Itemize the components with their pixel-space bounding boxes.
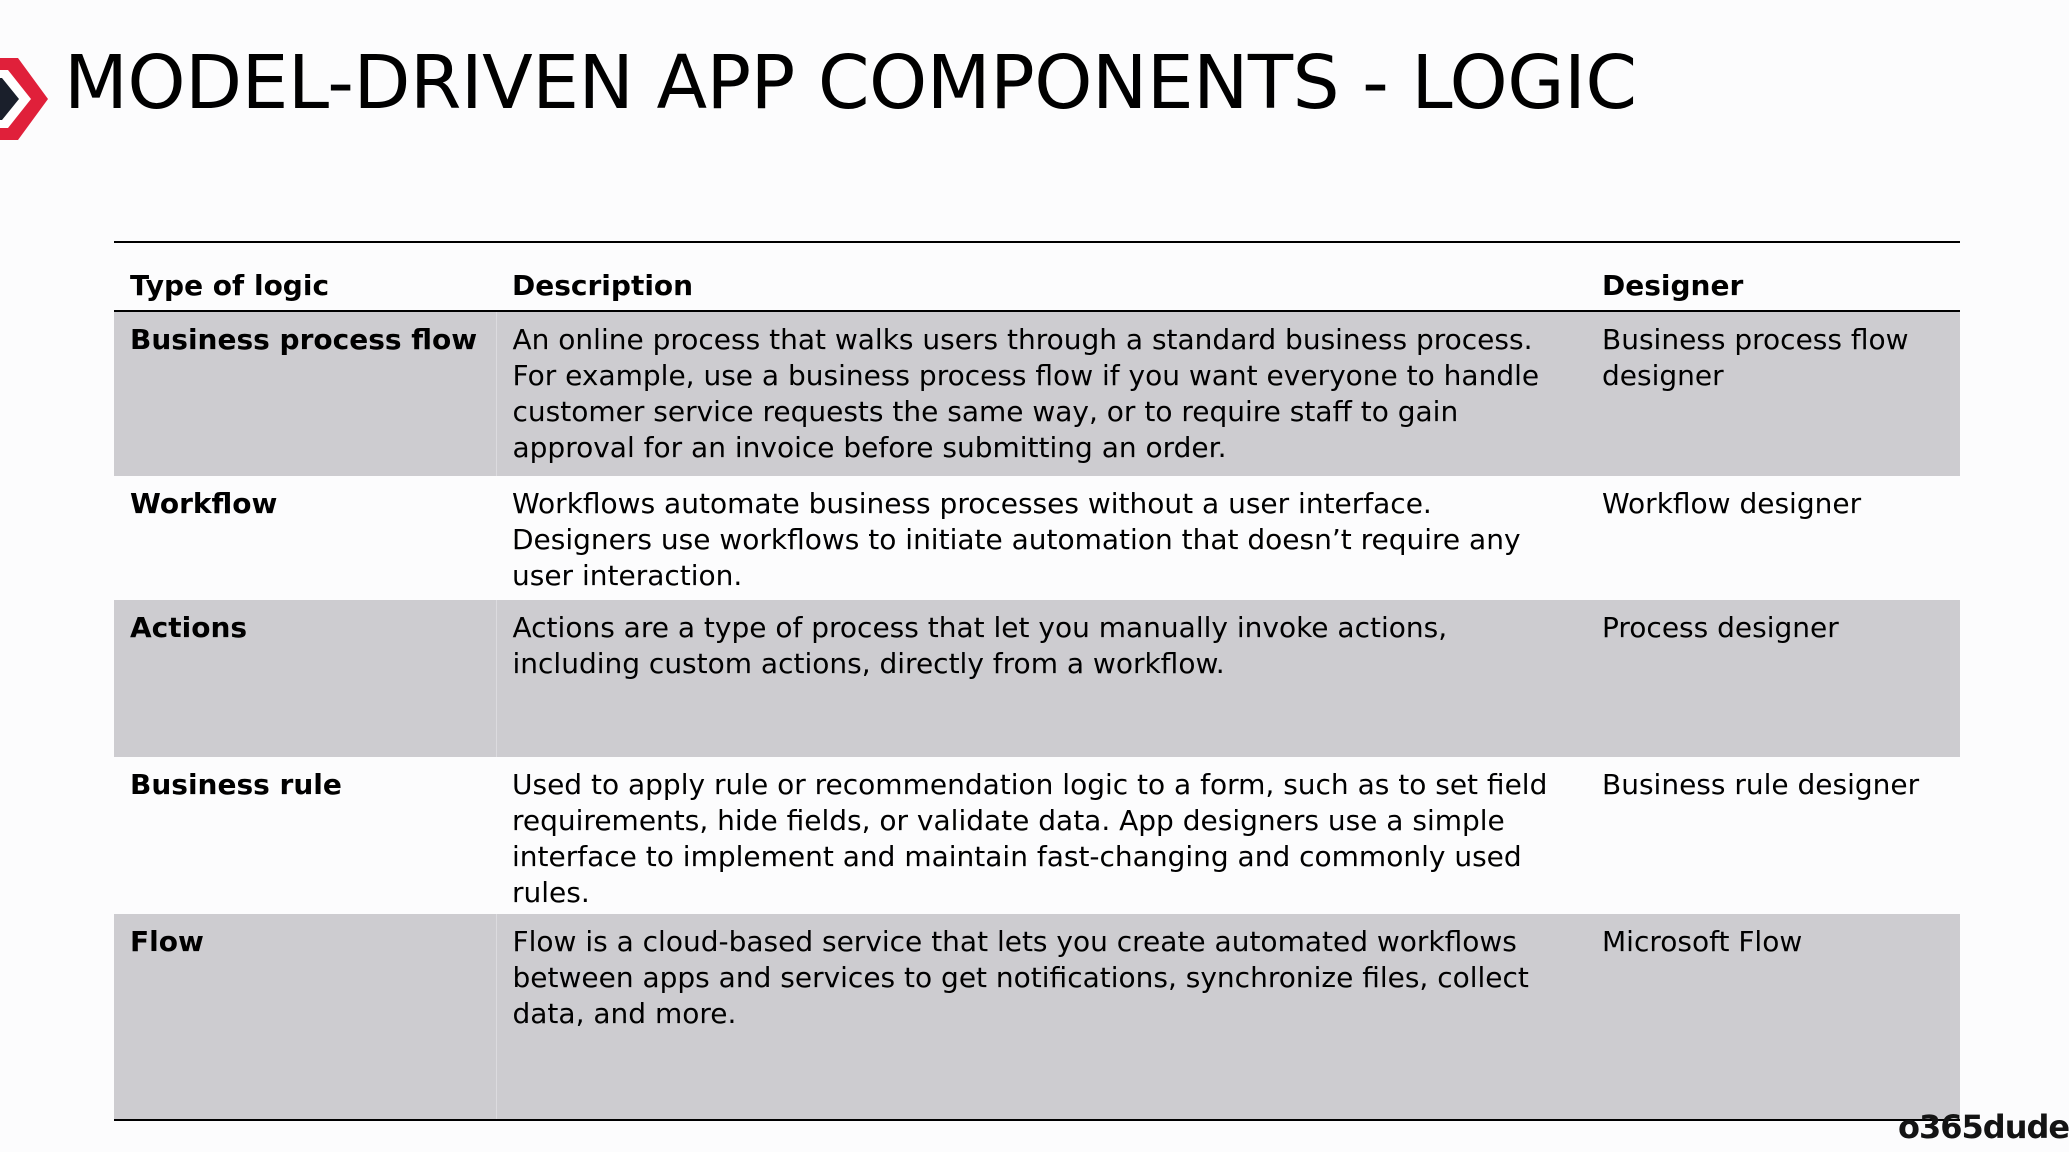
table-row (114, 476, 1960, 600)
table-header (114, 242, 1960, 311)
designer-cell: Business rule designer (1602, 768, 1920, 801)
brand-logo: o365dude (1898, 1108, 2069, 1146)
table-row (114, 914, 1960, 1120)
table-header-row (114, 242, 1960, 311)
column-header-designer: Designer (1586, 242, 1960, 311)
logic-table (114, 241, 1960, 1121)
logic-type-cell: Business process flow (114, 311, 496, 476)
table-row (114, 757, 1960, 914)
description-cell: Flow is a cloud-based service that lets you create automated workflows between apps and services to get notifications, synchronize files, collect data, and more. (496, 914, 1586, 1120)
page-title: MODEL-DRIVEN APP COMPONENTS - LOGIC (64, 40, 1637, 126)
column-header-type: Type of logic (114, 242, 496, 311)
column-header-description: Description (496, 242, 1586, 311)
description-cell: Actions are a type of process that let you manually invoke actions, including custom actions, directly from a workflow. (496, 600, 1586, 757)
designer-cell: Business process flow designer (1586, 311, 1960, 476)
logic-type-cell: Business rule (130, 768, 342, 801)
table-row (114, 600, 1960, 757)
designer-cell: Process designer (1586, 600, 1960, 757)
logic-type-cell: Workflow (130, 487, 278, 520)
description-cell: Used to apply rule or recommendation logic to a form, such as to set field requirements, hide fields, or validate data. App designers use a simple interface to implement and maintain fast-changing and commonly used rules. (512, 768, 1548, 909)
logic-type-cell: Flow (114, 914, 496, 1120)
table-row (114, 311, 1960, 476)
description-cell: Workflows automate business processes without a user interface. Designers use workflows to initiate automation that doesn’t require any user interaction. (512, 487, 1521, 592)
designer-cell: Microsoft Flow (1586, 914, 1960, 1120)
logic-type-cell: Actions (114, 600, 496, 757)
chevron-right-icon (0, 58, 50, 140)
description-cell: An online process that walks users through a standard business process. For example, use a business process flow if you want everyone to handle customer service requests the same way, or to require staff to gain approval for an invoice before submitting an order. (496, 311, 1586, 476)
table-body (114, 311, 1960, 1120)
designer-cell: Workflow designer (1602, 487, 1862, 520)
